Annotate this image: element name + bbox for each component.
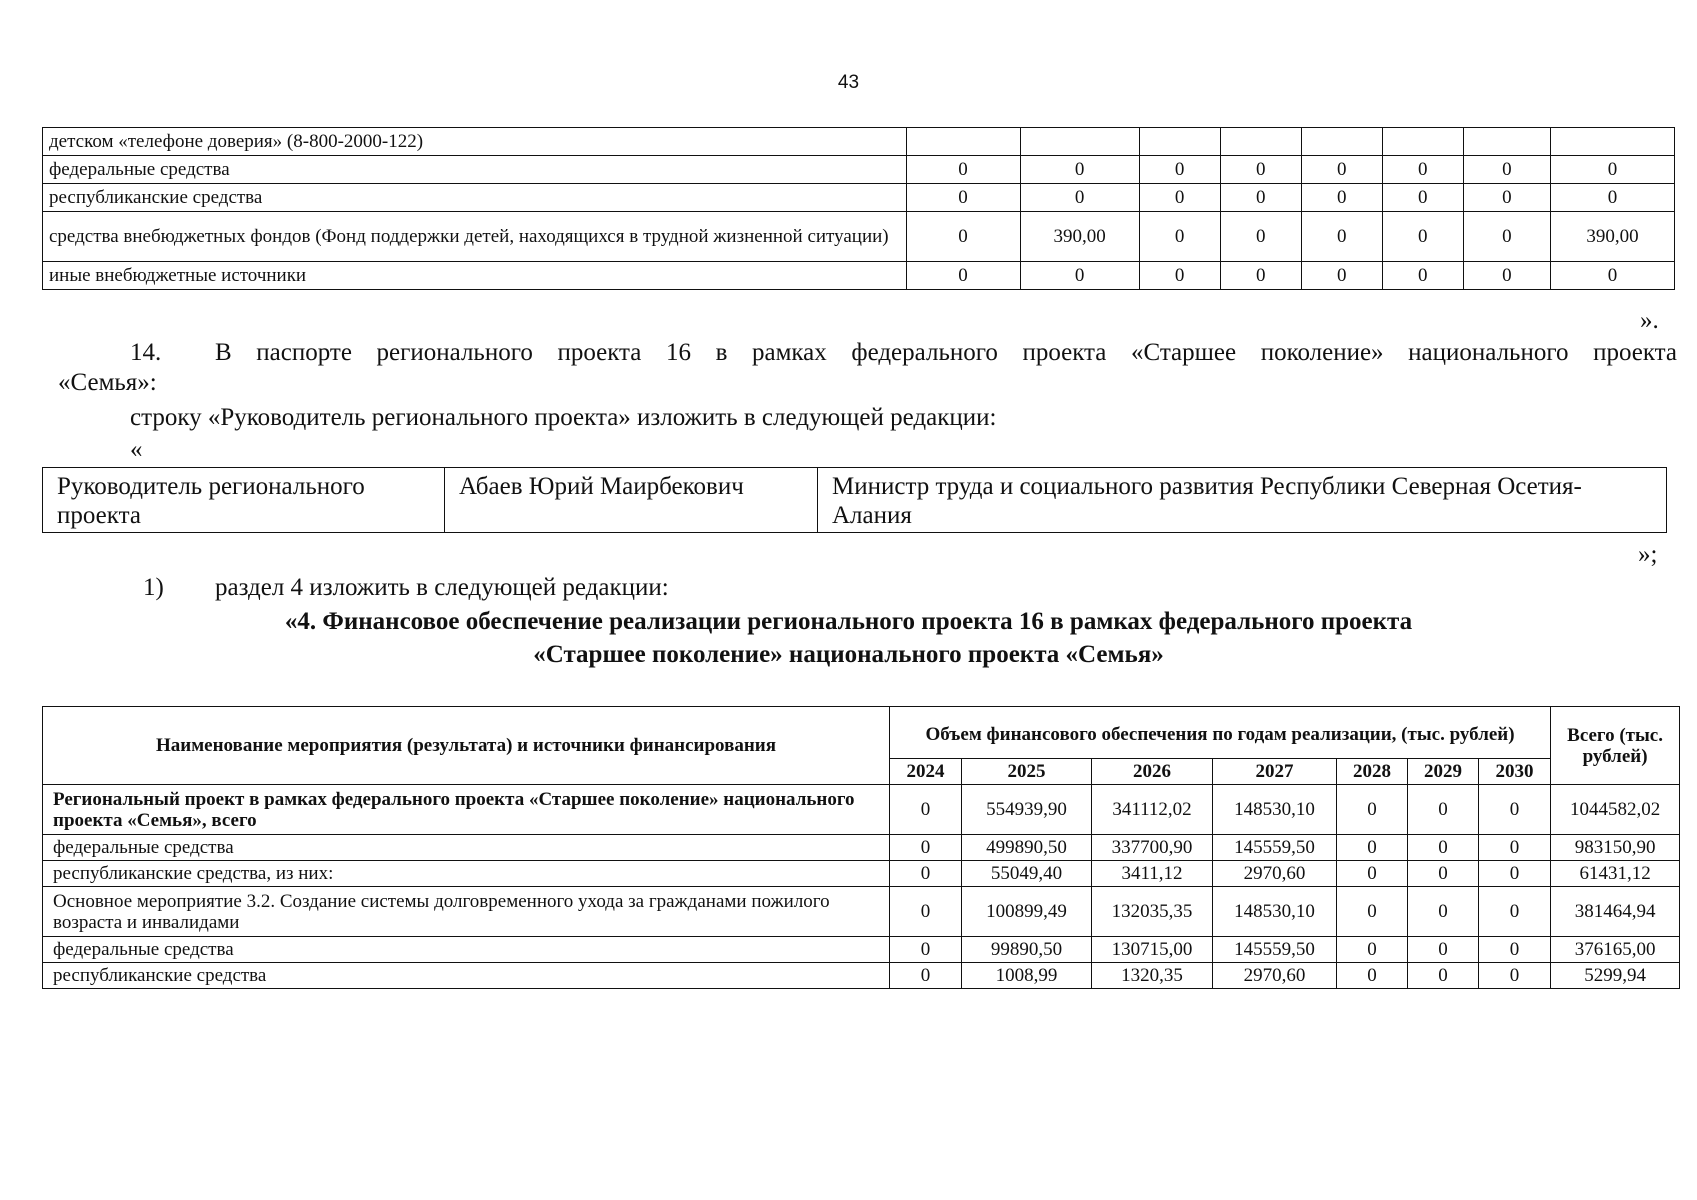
value-cell: 499890,50 (962, 835, 1092, 861)
value-cell (1020, 128, 1139, 156)
value-cell: 0 (1408, 835, 1479, 861)
year-header: 2028 (1337, 759, 1408, 785)
value-cell: 0 (890, 785, 962, 835)
value-cell: 0 (1382, 184, 1463, 212)
value-cell: 0 (1337, 963, 1408, 989)
value-cell: 148530,10 (1213, 887, 1337, 937)
table-row (43, 156, 1675, 184)
value-cell: 0 (1408, 937, 1479, 963)
table-row (43, 963, 1680, 989)
leader-name-cell: Абаев Юрий Маирбекович (445, 468, 818, 533)
funding-table-continuation (42, 127, 1675, 290)
value-cell: 376165,00 (1551, 937, 1680, 963)
value-cell: 0 (1337, 937, 1408, 963)
value-cell: 0 (1408, 785, 1479, 835)
value-cell: 132035,35 (1092, 887, 1213, 937)
year-header: 2025 (962, 759, 1092, 785)
value-cell: 100899,49 (962, 887, 1092, 937)
page-number: 43 (837, 72, 860, 93)
value-cell: 55049,40 (962, 861, 1092, 887)
value-cell: 0 (1139, 156, 1220, 184)
year-header: 2026 (1092, 759, 1213, 785)
value-cell: 3411,12 (1092, 861, 1213, 887)
table-row (43, 128, 1675, 156)
leader-role-cell: Руководитель регионального проекта (43, 468, 445, 533)
project-leader-row (43, 468, 1667, 533)
table-row (43, 184, 1675, 212)
value-cell (1139, 128, 1220, 156)
value-cell: 0 (906, 156, 1020, 184)
value-cell: 0 (1408, 861, 1479, 887)
row-label: республиканские средства (43, 963, 890, 989)
value-cell (1382, 128, 1463, 156)
value-cell: 0 (1301, 184, 1382, 212)
header-volume: Объем финансового обеспечения по годам реализации, (тыс. рублей) (890, 707, 1551, 759)
value-cell: 0 (1479, 835, 1551, 861)
value-cell: 0 (1020, 156, 1139, 184)
value-cell: 337700,90 (1092, 835, 1213, 861)
value-cell: 0 (1408, 887, 1479, 937)
instruction-text: строку «Руководитель регионального проекта» изложить в следующей редакции: (130, 404, 997, 431)
section-heading-line2: «Старшее поколение» национального проекта «Семья» (533, 641, 1164, 668)
row-label: республиканские средства, из них: (43, 861, 890, 887)
header-total: Всего (тыс. рублей) (1551, 707, 1680, 785)
value-cell: 554939,90 (962, 785, 1092, 835)
row-label: иные внебюджетные источники (43, 262, 907, 290)
value-cell: 0 (1382, 156, 1463, 184)
value-cell: 0 (1220, 156, 1301, 184)
closing-quote: »; (1638, 541, 1658, 568)
year-header: 2024 (890, 759, 962, 785)
section-heading: «4. Финансовое обеспечение реализации регионального проекта 16 в рамках федерального проекта (284, 608, 1413, 635)
value-cell: 0 (1020, 184, 1139, 212)
year-header: 2027 (1213, 759, 1337, 785)
row-label: детском «телефоне доверия» (8-800-2000-122) (43, 128, 907, 156)
value-cell: 381464,94 (1551, 887, 1680, 937)
value-cell: 0 (1463, 156, 1550, 184)
value-cell: 148530,10 (1213, 785, 1337, 835)
value-cell: 0 (1463, 262, 1550, 290)
year-header: 2030 (1479, 759, 1551, 785)
table-row (43, 212, 1675, 262)
value-cell: 0 (1479, 887, 1551, 937)
value-cell: 0 (1301, 156, 1382, 184)
value-cell: 5299,94 (1551, 963, 1680, 989)
row-label: Региональный проект в рамках федерального проекта «Старшее поколение» национального проекта «Семья», всего (43, 785, 890, 835)
header-name: Наименование мероприятия (результата) и источники финансирования (43, 707, 890, 785)
value-cell: 0 (1463, 184, 1550, 212)
value-cell: 0 (906, 184, 1020, 212)
value-cell (906, 128, 1020, 156)
value-cell: 0 (890, 835, 962, 861)
project-leader-table (42, 467, 1667, 533)
value-cell: 0 (1337, 861, 1408, 887)
value-cell: 0 (1550, 184, 1674, 212)
item-text-continued: «Семья»: (58, 369, 157, 396)
subitem-number: 1) (143, 574, 164, 601)
row-label: федеральные средства (43, 156, 907, 184)
item-text: В паспорте регионального проекта 16 в рамках федерального проекта «Старшее поколение» национального проекта (215, 339, 1677, 366)
value-cell (1301, 128, 1382, 156)
header-row (43, 707, 1680, 759)
row-label: республиканские средства (43, 184, 907, 212)
value-cell: 1320,35 (1092, 963, 1213, 989)
financing-table-body (43, 785, 1680, 989)
item-number: 14. (130, 339, 162, 366)
value-cell: 2970,60 (1213, 861, 1337, 887)
value-cell: 983150,90 (1551, 835, 1680, 861)
value-cell: 2970,60 (1213, 963, 1337, 989)
value-cell: 0 (1139, 212, 1220, 262)
table-row (43, 785, 1680, 835)
value-cell: 99890,50 (962, 937, 1092, 963)
value-cell: 0 (890, 887, 962, 937)
value-cell: 0 (1479, 937, 1551, 963)
value-cell: 0 (1020, 262, 1139, 290)
table-row (43, 835, 1680, 861)
value-cell: 0 (1479, 785, 1551, 835)
financing-table (42, 706, 1680, 989)
value-cell: 390,00 (1550, 212, 1674, 262)
value-cell (1463, 128, 1550, 156)
row-label: федеральные средства (43, 937, 890, 963)
value-cell: 0 (1139, 184, 1220, 212)
row-label: средства внебюджетных фондов (Фонд поддержки детей, находящихся в трудной жизненной ситуации) (43, 212, 907, 262)
value-cell: 0 (1337, 887, 1408, 937)
value-cell: 0 (890, 963, 962, 989)
subitem-text: раздел 4 изложить в следующей редакции: (215, 574, 669, 601)
value-cell: 0 (906, 262, 1020, 290)
value-cell: 0 (1479, 861, 1551, 887)
value-cell: 145559,50 (1213, 937, 1337, 963)
table-row (43, 937, 1680, 963)
year-header: 2029 (1408, 759, 1479, 785)
value-cell: 0 (1337, 785, 1408, 835)
value-cell (1550, 128, 1674, 156)
value-cell: 0 (1463, 212, 1550, 262)
value-cell: 0 (1550, 156, 1674, 184)
value-cell: 0 (1550, 262, 1674, 290)
value-cell: 0 (906, 212, 1020, 262)
value-cell: 0 (1382, 262, 1463, 290)
value-cell: 0 (1337, 835, 1408, 861)
table-row (43, 861, 1680, 887)
closing-quote: ». (1640, 307, 1659, 334)
value-cell: 1044582,02 (1551, 785, 1680, 835)
value-cell: 145559,50 (1213, 835, 1337, 861)
value-cell: 0 (890, 937, 962, 963)
value-cell: 0 (890, 861, 962, 887)
row-label: федеральные средства (43, 835, 890, 861)
value-cell: 130715,00 (1092, 937, 1213, 963)
opening-quote: « (130, 436, 143, 463)
value-cell (1220, 128, 1301, 156)
value-cell: 390,00 (1020, 212, 1139, 262)
funding-table-continuation-body (43, 128, 1675, 290)
value-cell: 0 (1408, 963, 1479, 989)
value-cell: 341112,02 (1092, 785, 1213, 835)
leader-position-cell: Министр труда и социального развития Республики Северная Осетия-Алания (818, 468, 1667, 533)
value-cell: 0 (1301, 212, 1382, 262)
value-cell: 0 (1479, 963, 1551, 989)
value-cell: 0 (1220, 212, 1301, 262)
table-row (43, 262, 1675, 290)
value-cell: 0 (1301, 262, 1382, 290)
table-row (43, 887, 1680, 937)
row-label: Основное мероприятие 3.2. Создание системы долговременного ухода за гражданами пожилого возраста и инвалидами (43, 887, 890, 937)
value-cell: 0 (1220, 262, 1301, 290)
value-cell: 0 (1382, 212, 1463, 262)
value-cell: 0 (1139, 262, 1220, 290)
value-cell: 1008,99 (962, 963, 1092, 989)
value-cell: 0 (1220, 184, 1301, 212)
value-cell: 61431,12 (1551, 861, 1680, 887)
